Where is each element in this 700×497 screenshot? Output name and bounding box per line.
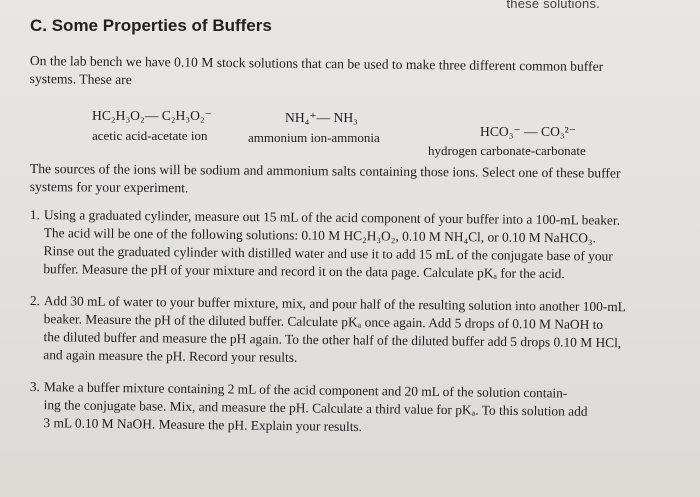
step-3-line-1: 3. Make a buffer mixture containing 2 mL of the acid component and 20 mL of the solution contain-: [29, 378, 568, 401]
step-number: 3.: [29, 378, 41, 395]
step-2-line-3: the diluted buffer and measure the pH again. To the other half of the diluted buffer add 5 drops 0.10 M HCl,: [43, 329, 622, 351]
ion-pair-carbonate-label: hydrogen carbonate-carbonate: [428, 143, 586, 158]
step-1-line-1: 1. Using a graduated cylinder, measure out 15 mL of the acid component of your buffer into a 100-mL beaker.: [29, 206, 621, 228]
step-2-line-2: beaker. Measure the pH of the diluted buffer. Calculate pKₐ once again. Add 5 drops of 0.10 M NaOH to: [43, 311, 604, 333]
step-number: 2.: [29, 292, 41, 309]
step-1-line-4: buffer. Measure the pH of your mixture and record it on the data page. Calculate pKₐ for the acid.: [43, 261, 565, 282]
section-heading: C. Some Properties of Buffers: [30, 16, 272, 35]
ion-pair-acetic-label: acetic acid-acetate ion: [92, 128, 208, 143]
step-2: [29, 292, 626, 370]
intro-paragraph: [30, 52, 604, 94]
previous-page-text: these solutions.: [506, 0, 600, 11]
step-3-line-3: 3 mL 0.10 M NaOH. Measure the pH. Explain your results.: [43, 415, 363, 435]
step-1: [29, 206, 620, 284]
step-3-line-2: ing the conjugate base. Mix, and measure the pH. Calculate a third value for pKₐ. To this solution add: [43, 397, 588, 419]
intro-line-2: systems. These are: [29, 70, 132, 88]
ion-pair-acetic-formula: HC₂H₃O₂— C₂H₃O₂⁻: [92, 108, 212, 123]
step-2-line-4: and again measure the pH. Record your results.: [43, 347, 298, 365]
step-3: [29, 378, 588, 439]
step-2-line-1: 2. Add 30 mL of water to your buffer mixture, mix, and pour half of the resulting solution into another 100-mL: [29, 292, 626, 315]
step-1-line-2: The acid will be one of the following solutions: 0.10 M HC₂H₃O₂, 0.10 M NH₄Cl, or 0.10 M NaHCO₃.: [43, 225, 597, 246]
intro-line-1: On the lab bench we have 0.10 M stock solutions that can be used to make three different common buffer: [29, 52, 604, 75]
sources-line-2: systems for your experiment.: [29, 178, 189, 196]
sources-paragraph: [30, 160, 621, 201]
ion-pair-ammonium-label: ammonium ion-ammonia: [248, 130, 380, 145]
sources-line-1: The sources of the ions will be sodium and ammonium salts containing those ions. Select one of these buffer: [29, 160, 621, 181]
step-number: 1.: [29, 206, 41, 223]
step-1-line-3: Rinse out the graduated cylinder with distilled water and use it to add 15 mL of the conjugate base of your: [43, 243, 613, 264]
ion-pair-carbonate-formula: HCO₃⁻ — CO₃²⁻: [480, 124, 576, 139]
ion-pair-ammonium-formula: NH₄⁺— NH₃: [285, 110, 358, 125]
